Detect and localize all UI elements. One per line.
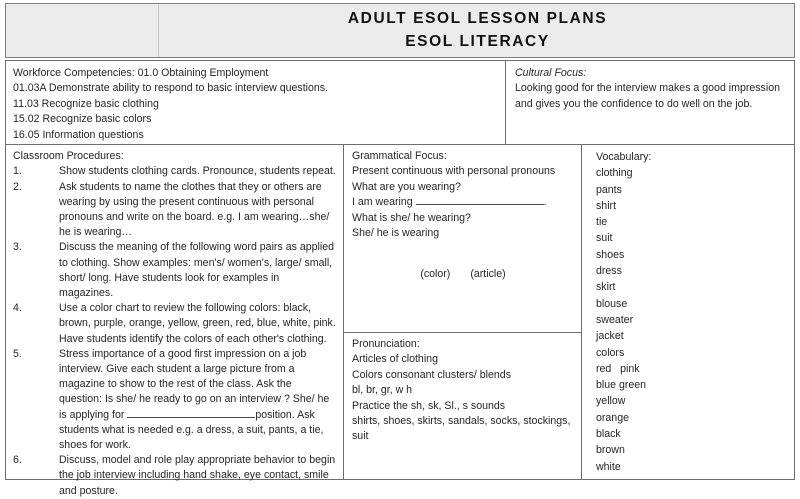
procedure-text: Discuss the meaning of the following word pairs as applied to clothing. Show examples: men's/ women's, large/ small, short/ long. Have students look for examples in magazines. — [59, 241, 334, 300]
procedure-text-part2: position. Ask students what is needed e.g. a dress, a suit, pants, a tie, shoes for work. — [59, 408, 324, 452]
grammar-fill-suffix: . — [543, 196, 547, 209]
procedure-number: 6. — [13, 454, 22, 467]
vocabulary-item: pants — [596, 183, 622, 196]
procedure-number: 2. — [13, 180, 22, 193]
document-header-inner — [158, 4, 796, 57]
pronunciation-line: Colors consonant clusters/ blends — [352, 368, 511, 381]
vocabulary-item: clothing — [596, 167, 633, 180]
grammar-label-row — [352, 267, 574, 282]
procedure-item — [13, 453, 336, 499]
vocabulary-item: brown — [596, 444, 625, 457]
classroom-procedures-heading: Classroom Procedures: — [13, 150, 124, 162]
procedure-text-part1: Stress importance of a good first impression on a job interview. Give each student a large picture from a magazine to show to the rest of the class. Ask the question: Is she/ he ready to go on an interview ? She/ he is applying for — [59, 347, 330, 421]
document-header — [5, 3, 795, 58]
vocabulary-item: yellow — [596, 395, 626, 408]
grammar-label-color: (color) — [420, 268, 451, 281]
competency-line: Workforce Competencies: 01.0 Obtaining Employment — [13, 67, 269, 79]
grammar-line: What is she/ he wearing? — [352, 211, 471, 224]
vocabulary-item: colors — [596, 346, 625, 359]
grammatical-focus-cell — [344, 145, 581, 333]
pronunciation-line: shirts, shoes, skirts, sandals, socks, stockings, — [352, 415, 571, 428]
vocabulary-item: red pink — [596, 362, 640, 375]
lesson-plan-table — [5, 60, 795, 497]
middle-column — [344, 145, 582, 479]
procedure-number: 3. — [13, 241, 22, 254]
procedure-text: Ask students to name the clothes that they or others are wearing by using the present continuous with personal pronouns and write on the board. e.g. I am wearing…she/ he is wearing… — [59, 180, 330, 239]
fill-in-blank — [127, 417, 255, 418]
vocabulary-item: shirt — [596, 199, 617, 212]
pronunciation-heading: Pronunciation: — [352, 338, 420, 350]
competency-line: 15.02 Recognize basic colors — [13, 113, 152, 126]
procedure-number: 5. — [13, 347, 22, 360]
pronunciation-line: bl, br, gr, w h — [352, 384, 413, 397]
grammar-label-article: (article) — [470, 268, 506, 281]
page-title-line-1: ADULT ESOL LESSON PLANS — [347, 10, 608, 28]
vocabulary-item: suit — [596, 232, 613, 245]
vocabulary-item: black — [596, 428, 621, 441]
workforce-competencies-cell — [6, 61, 506, 144]
cultural-focus-cell — [506, 61, 794, 144]
procedure-number: 1. — [13, 165, 22, 178]
grammatical-focus-heading: Grammatical Focus: — [352, 150, 447, 162]
table-row-competencies — [6, 61, 794, 145]
cultural-focus-heading: Cultural Focus: — [515, 67, 587, 79]
vocabulary-cell — [582, 145, 794, 479]
cultural-focus-body: Looking good for the interview makes a good impression and gives you the confidence to do well on the job. — [515, 82, 780, 110]
page-title-line-2: ESOL LITERACY — [405, 32, 550, 50]
fill-in-blank — [416, 204, 544, 205]
procedure-item — [13, 180, 336, 241]
competency-line: 11.03 Recognize basic clothing — [13, 97, 159, 110]
vocabulary-item: blue green — [596, 379, 647, 392]
procedure-number: 4. — [13, 302, 22, 315]
grammar-fill-prefix: I am wearing — [352, 196, 416, 209]
procedure-item — [13, 240, 336, 301]
grammar-fill-line — [352, 195, 574, 210]
procedure-item — [13, 164, 336, 179]
procedure-item — [13, 347, 336, 453]
vocabulary-item: white — [596, 460, 621, 473]
vocabulary-item: dress — [596, 265, 622, 278]
vocabulary-item: tie — [596, 216, 608, 229]
classroom-procedures-cell — [6, 145, 344, 497]
pronunciation-line: Practice the sh, sk, Sl., s sounds — [352, 399, 506, 412]
procedure-text: Use a color chart to review the following colors: black, brown, purple, orange, yellow, green, red, blue, white, pink. Have students identify the colors of each other's clothing. — [59, 302, 336, 345]
grammar-line: She/ he is wearing — [352, 227, 440, 240]
competency-line: 01.03A Demonstrate ability to respond to basic interview questions. — [13, 82, 329, 95]
pronunciation-cell — [344, 333, 581, 479]
pronunciation-line: suit — [352, 430, 369, 443]
procedure-text — [59, 347, 336, 453]
vocabulary-heading: Vocabulary: — [596, 151, 652, 163]
grammar-line: What are you wearing? — [352, 180, 461, 193]
procedure-item — [13, 301, 336, 347]
procedure-text: Discuss, model and role play appropriate behavior to begin the job interview including hand shake, eye contact, smile and posture. — [59, 454, 336, 497]
vocabulary-item: skirt — [596, 281, 616, 294]
vocabulary-item: shoes — [596, 248, 625, 261]
vocabulary-item: jacket — [596, 330, 624, 343]
vocabulary-item: sweater — [596, 313, 634, 326]
table-row-content — [6, 145, 794, 497]
competency-line: 16.05 Information questions — [13, 128, 144, 141]
grammar-line: Present continuous with personal pronouns — [352, 165, 556, 178]
vocabulary-item: orange — [596, 411, 629, 424]
pronunciation-line: Articles of clothing — [352, 353, 438, 366]
vocabulary-item: blouse — [596, 297, 628, 310]
procedure-text: Show students clothing cards. Pronounce, students repeat. — [59, 165, 336, 178]
